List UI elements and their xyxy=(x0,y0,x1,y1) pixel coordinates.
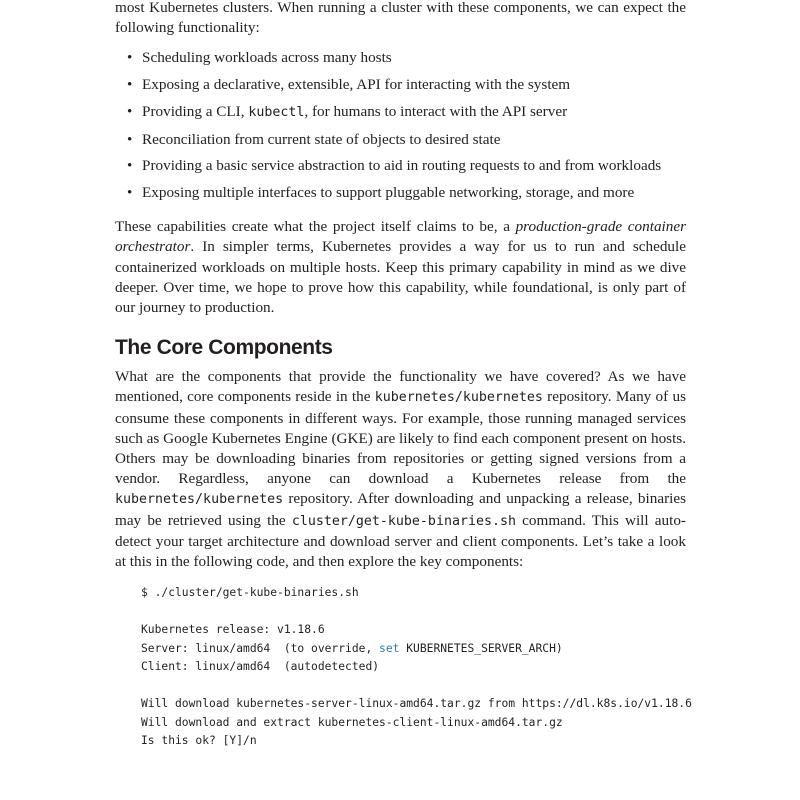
code-block: $ ./cluster/get-kube-binaries.sh Kubernetes release: v1.18.6 Server: linux/amd64 (to override, set KUBERNETES_SERVER_ARCH) Client: linux/amd64 (autodetected) Will download kubernetes-server-linux-amd64.tar.gz from https://dl.k8s.io/v1.18.6 Will download and extract kubernetes-client-linux-amd64.tar.gz Is this ok? [Y]/n xyxy=(141,586,692,748)
functionality-list xyxy=(115,48,686,203)
bullet-icon: • xyxy=(127,157,133,175)
code-download-line: Will download and extract kubernetes-client-linux-amd64.tar.gz xyxy=(141,715,563,729)
inline-code-kubectl: kubectl xyxy=(248,104,305,120)
intro-paragraph xyxy=(115,0,686,38)
list-item: • Exposing a declarative, extensible, API for interacting with the system xyxy=(115,75,686,95)
bullet-icon: • xyxy=(127,76,133,94)
bullet-icon: • xyxy=(127,130,133,148)
bullet-icon: • xyxy=(127,183,133,201)
inline-code-script: cluster/get-kube-binaries.sh xyxy=(291,513,516,529)
list-item: • Exposing multiple interfaces to support pluggable networking, storage, and more xyxy=(115,183,686,203)
code-download-line: Will download kubernetes-server-linux-amd64.tar.gz from https://dl.k8s.io/v1.18.6 xyxy=(141,697,692,711)
document-page xyxy=(115,0,692,751)
emphasis-text: production-grade container orchestrator xyxy=(115,218,686,256)
capabilities-paragraph: These capabilities create what the project itself claims to be, a production-grade container orchestrator. In simpler terms, Kubernetes provides a way for us to run and schedule containerized workloads on multiple hosts. Keep this primary capability in mind as we dive deeper. Over time, we hope to prove how this capability, while foundational, is only part of our journey to production. xyxy=(115,218,686,316)
core-components-paragraph: What are the components that provide the functionality we have covered? As we have mentioned, core components reside in the kubernetes/kubernetes repository. Many of us consume these components in different ways. For example, those running managed services such as Google Kubernetes Engine (GKE) are likely to find each component present on hosts. Others may be downloading binaries from repositories or getting signed versions from a vendor. Regardless, anyone can download a Kubernetes release from the kubernetes/kubernetes repository. After downloading and unpacking a release, binaries may be retrieved using the cluster/get-kube-binaries.sh command. This will auto-detect your target architecture and download server and client components. Let’s take a look at this in the following code, and then explore the key components: xyxy=(115,368,686,570)
bullet-icon: • xyxy=(127,102,133,120)
code-command: $ ./cluster/get-kube-binaries.sh xyxy=(141,586,359,600)
code-keyword: set xyxy=(379,641,400,655)
intro-line-1: most Kubernetes clusters. When running a cluster with these components, we can xyxy=(115,0,619,16)
bullet-icon: • xyxy=(127,49,133,67)
code-prompt-line: Is this ok? [Y]/n xyxy=(141,734,257,748)
inline-code-repo: kubernetes/kubernetes xyxy=(374,390,543,406)
intro-line-2: expect the following functionality: xyxy=(115,0,686,37)
code-release-line: Kubernetes release: v1.18.6 xyxy=(141,623,325,637)
list-item: • Scheduling workloads across many hosts xyxy=(115,48,686,68)
inline-code-repo: kubernetes/kubernetes xyxy=(115,492,284,508)
code-client-line: Client: linux/amd64 (autodetected) xyxy=(141,660,380,674)
section-heading: The Core Components xyxy=(115,336,333,360)
list-item: • Reconciliation from current state of objects to desired state xyxy=(115,130,686,150)
list-item: • Providing a CLI, kubectl, for humans to interact with the API server xyxy=(115,102,686,123)
list-item: • Providing a basic service abstraction to aid in routing requests to and from workloads xyxy=(115,156,686,176)
